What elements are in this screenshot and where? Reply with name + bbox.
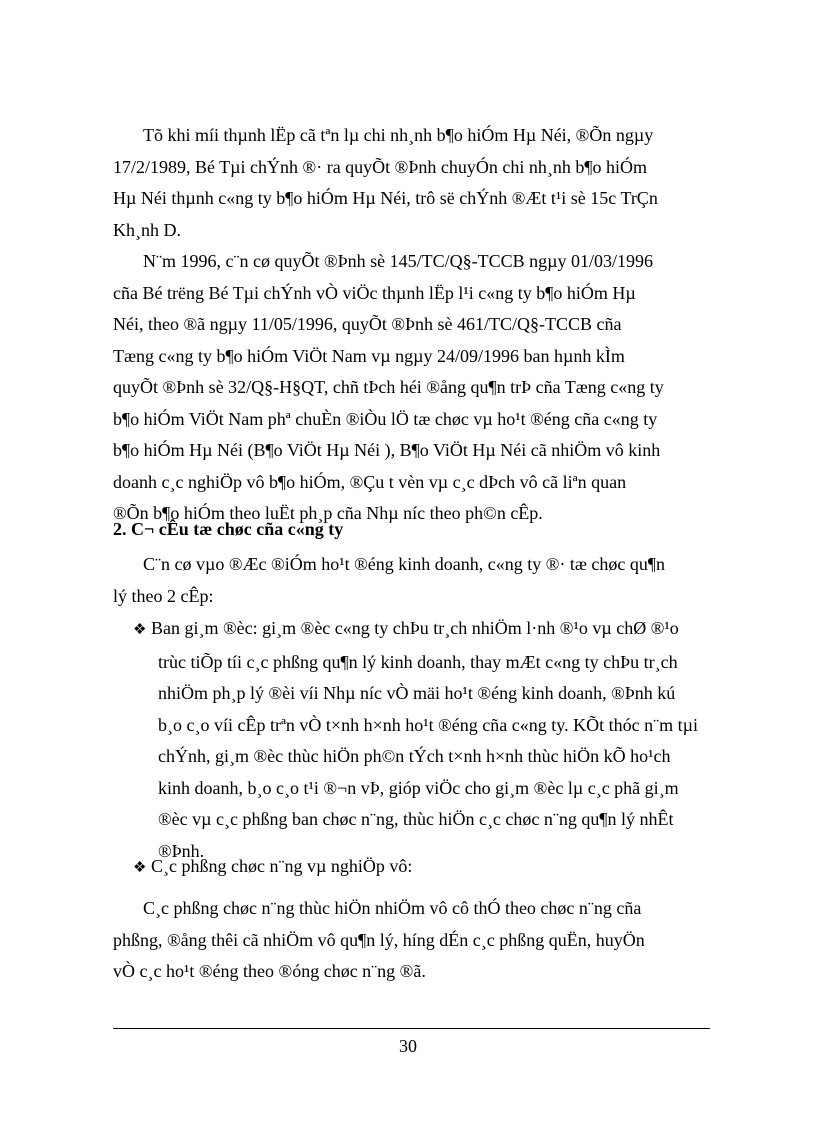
- text-line: lý theo 2 cÊp:: [113, 585, 214, 606]
- text-line: ®Õn b¶o hiÓm theo luËt ph¸p cña Nhµ níc theo ph©n cÊp.: [113, 503, 543, 523]
- bullet-text: Ban gi¸m ®èc: gi¸m ®èc c«ng ty chÞu tr¸ch nhiÖm l·nh ®¹o vµ chØ ®¹o: [151, 618, 679, 638]
- text-line: vÒ c¸c ho¹t ®éng theo ®óng chøc n¨ng ®ã.: [113, 961, 426, 981]
- text-line: doanh c¸c nghiÖp vô b¶o hiÓm, ®Çu t vèn vµ c¸c dÞch vô cã liªn quan: [113, 471, 627, 492]
- footer-divider: [113, 1028, 710, 1029]
- text-line: Kh¸nh D.: [113, 219, 181, 240]
- text-line: [113, 613, 710, 647]
- paragraph-4: [113, 893, 710, 988]
- bullet-text: C¸c phßng chøc n¨ng vµ nghiÖp vô:: [151, 856, 413, 876]
- text-line: 17/2/1989, Bé Tµi chÝnh ®· ra quyÕt ®Þnh chuyÓn chi nh¸nh b¶o hiÓm: [113, 156, 647, 177]
- paragraph-1: [113, 120, 710, 246]
- text-line: phßng, ®ång thêi cã nhiÖm vô qu¶n lý, híng dÉn c¸c phßng quËn, huyÖn: [113, 929, 645, 950]
- text-line: Néi, theo ®ã ngµy 11/05/1996, quyÕt ®Þnh sè 461/TC/Q§-TCCB cña: [113, 314, 622, 334]
- diamond-bullet-icon: ❖: [133, 860, 147, 876]
- paragraph-2: [113, 246, 710, 530]
- text-line: trùc tiÕp tíi c¸c phßng qu¶n lý kinh doanh, thay mÆt c«ng ty chÞu tr¸ch: [158, 651, 678, 672]
- text-line: ®èc vµ c¸c phßng ban chøc n¨ng, thùc hiÖn c¸c chøc n¨ng qu¶n lý nhÊt: [158, 809, 674, 829]
- section-heading: 2. C¬ cÊu tæ chøc cña c«ng ty: [113, 519, 344, 539]
- bullet-item-phong-chuc-nang: [113, 851, 710, 885]
- bullet-item-ban-giam-doc: [113, 613, 710, 867]
- text-line: N¨m 1996, c¨n cø quyÕt ®Þnh sè 145/TC/Q§-TCCB ngµy 01/03/1996: [143, 251, 654, 271]
- text-line: ®Þnh.: [158, 840, 205, 861]
- text-line: cña Bé trëng Bé Tµi chÝnh vÒ viÖc thµnh lËp l¹i c«ng ty b¶o hiÓm Hµ: [113, 282, 636, 303]
- page-number: 30: [399, 1036, 417, 1056]
- text-line: chÝnh, gi¸m ®èc thùc hiÖn ph©n tÝch t×nh h×nh thùc hiÖn kÕ ho¹ch: [158, 746, 671, 766]
- text-line: Tæng c«ng ty b¶o hiÓm ViÖt Nam vµ ngµy 24/09/1996 ban hµnh kÌm: [113, 345, 625, 366]
- text-line: b¶o hiÓm Hµ Néi (B¶o ViÖt Hµ Néi ), B¶o ViÖt Hµ Néi cã nhiÖm vô kinh: [113, 440, 661, 460]
- diamond-bullet-icon: ❖: [133, 622, 147, 638]
- text-line: C¨n cø vµo ®Æc ®iÓm ho¹t ®éng kinh doanh, c«ng ty ®· tæ chøc qu¶n: [143, 554, 666, 574]
- text-line: C¸c phßng chøc n¨ng thùc hiÖn nhiÖm vô cô thÓ theo chøc n¨ng cña: [143, 898, 642, 918]
- text-line: nhiÖm ph¸p lý ®èi víi Nhµ níc vÒ mäi ho¹t ®éng kinh doanh, ®Þnh kú: [158, 683, 676, 703]
- text-line: b¶o hiÓm ViÖt Nam phª chuÈn ®iÒu lÖ tæ chøc vµ ho¹t ®éng cña c«ng ty: [113, 408, 658, 429]
- text-line: Hµ Néi thµnh c«ng ty b¶o hiÓm Hµ Néi, trô së chÝnh ®Æt t¹i sè 15c TrÇn: [113, 188, 658, 208]
- text-line: Tõ khi míi thµnh lËp cã tªn lµ chi nh¸nh b¶o hiÓm Hµ Néi, ®Õn ngµy: [143, 125, 654, 145]
- text-line: b¸o c¸o víi cÊp trªn vÒ t×nh h×nh ho¹t ®éng cña c«ng ty. KÕt thóc n¨m tµi: [158, 714, 698, 735]
- paragraph-3: [113, 549, 710, 612]
- text-line: quyÕt ®Þnh sè 32/Q§-H§QT, chñ tÞch héi ®ång qu¶n trÞ cña Tæng c«ng ty: [113, 377, 664, 397]
- text-line: [113, 851, 710, 885]
- text-line: kinh doanh, b¸o c¸o t¹i ®¬n vÞ, gióp viÖc cho gi¸m ®èc lµ c¸c phã gi¸m: [158, 777, 679, 798]
